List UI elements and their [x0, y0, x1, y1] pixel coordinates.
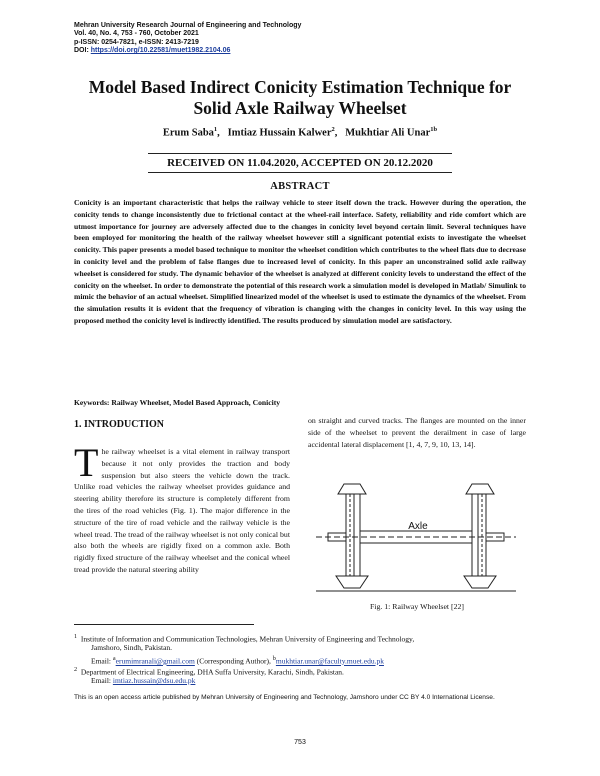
- author-1-affiliation: 1: [213, 126, 218, 133]
- section-heading: 1. INTRODUCTION: [74, 419, 165, 430]
- email-link-1[interactable]: erumimranali@gmail.com: [115, 656, 195, 666]
- license-notice: This is an open access article published by Mehran University of Engineering and Technology, Jamshoro under CC BY 4.0 International License.: [74, 694, 495, 701]
- intro-column-1: [74, 440, 290, 576]
- railway-wheelset-figure: [316, 478, 516, 596]
- axle-label: Axle: [408, 521, 428, 532]
- author-3-affiliation: 1b: [430, 126, 438, 133]
- footnote-2-marker: 2: [74, 666, 78, 673]
- keywords: Keywords: Railway Wheelset, Model Based Approach, Conicity: [74, 398, 281, 407]
- figure-caption: Fig. 1: Railway Wheelset [22]: [369, 602, 465, 611]
- author-2: Imtiaz Hussain Kalwer: [227, 127, 332, 139]
- journal-issn: p-ISSN: 0254-7821, e-ISSN: 2413-7219: [74, 38, 199, 46]
- footnote-1-marker: 1: [74, 633, 78, 640]
- footnote-1-line-2: Jamshoro, Sindh, Pakistan.: [91, 643, 173, 652]
- doi-label: DOI:: [74, 47, 89, 55]
- abstract-text: Conicity is an important characteristic that helps the railway vehicle to steer itself down the track. However during the operation, the conicity tends to change inconsistently due to frictional contact at the wheel-rail interface. Safety, reliability and ride comfort which are utmost importance for journey are adversely affected due to the changes in conicity level beyond certain limit. Several techniques have been employed for monitoring the health of the railway wheelset however still a significant potential exists to investigate the wheelset conicity. This paper presents a model based technique to monitor the wheelset condition which contributes to the wheel flats due to decrease in conicity level and the problem of false flanges due to increased level of conicity. In this paper an unconstrained solid axle railway wheelset is considered for study. The dynamic behavior of the wheelset is analyzed at different conicity levels to understand the effect of the conicity on the wheelset. In order to demonstrate the potential of this research work a simulation model is developed in Matlab/ Simulink to mimic the behavior of an actual wheelset. Simplified linearized model of the wheelset is used to estimate the dynamics of the wheelset. From the simulation results it is evident that the frequency of vibration is changing with the changes in conicity level. In this way using the proposed method the conicity level is indirectly identified. The results produced by simulation model are satisfactory.: [74, 198, 526, 325]
- page-number: 753: [294, 739, 306, 746]
- journal-volume: Vol. 40, No. 4, 753 - 760, October 2021: [74, 30, 199, 38]
- intro-column-2: on straight and curved tracks. The flanges are mounted on the inner side of the wheelset to prevent the derailment in case of large accidental lateral displacement [1, 4, 7, 9, 10, 13, 14].: [308, 416, 526, 449]
- footnote-1-line-1: $^1$ Institute of Information and Communication Technologies, Mehran University of Engineering and Technology,: [74, 633, 415, 644]
- abstract-heading: ABSTRACT: [270, 181, 330, 192]
- author-list: Erum Saba$^1$, Imtiaz Hussain Kalwer$^2$, Mukhtiar Ali Unar$^{1b}$: [162, 126, 438, 139]
- email-link-2[interactable]: mukhtiar.unar@faculty.muet.edu.pk: [275, 656, 384, 666]
- journal-header: [74, 22, 301, 56]
- divider-top: [148, 153, 452, 154]
- intro-text-1: he railway wheelset is a vital element in railway transport because it not only provides the traction and body suspension but also steers the vehicle down the track. Unlike road vehicles the railway wheelset provides guidance and steering ability therefore its structure is completely different from the tires of the road vehicles (Fig. 1). The major difference in the structure of the tire of road vehicle and the railway vehicle is the wheel tread. The tread of the railway wheelset is not only conical but also both the wheels are rigidly fixed on a common axle. Both rigidly fixed structure of the railway wheelset and the conical wheel tread provide the natural steering ability: [74, 447, 290, 574]
- footnote-2-line-1: $^2$ Department of Electrical Engineering, DHA Suffa University, Karachi, Sindh, Pakistan.: [74, 666, 344, 677]
- email-link-3[interactable]: imtiaz.hussain@dsu.edu.pk: [112, 676, 196, 685]
- author-1: Erum Saba: [162, 127, 214, 139]
- journal-doi: [74, 47, 301, 55]
- received-date: RECEIVED ON 11.04.2020, ACCEPTED ON 20.12.2020: [167, 157, 433, 169]
- title-line-1: Model Based Indirect Conicity Estimation Technique for: [88, 77, 512, 97]
- paper-title: [60, 77, 540, 119]
- author-3: Mukhtiar Ali Unar: [345, 127, 431, 139]
- footnote-2-email: Email: imtiaz.hussain@dsu.edu.pk: [91, 676, 196, 685]
- divider-bottom: [148, 172, 452, 173]
- journal-name: Mehran University Research Journal of Engineering and Technology: [74, 22, 302, 29]
- doi-link[interactable]: https://doi.org/10.22581/muet1982.2104.06: [90, 47, 231, 55]
- title-line-2: Solid Axle Railway Wheelset: [193, 98, 407, 118]
- author-2-affiliation: 2: [331, 126, 335, 133]
- footnote-divider: [74, 624, 254, 625]
- drop-cap: T: [74, 440, 99, 485]
- footnote-1-email: Email: $^a$erumimranali@gmail.com (Corresponding Author), $^b$mukhtiar.unar@faculty.muet.edu.pk: [91, 655, 384, 666]
